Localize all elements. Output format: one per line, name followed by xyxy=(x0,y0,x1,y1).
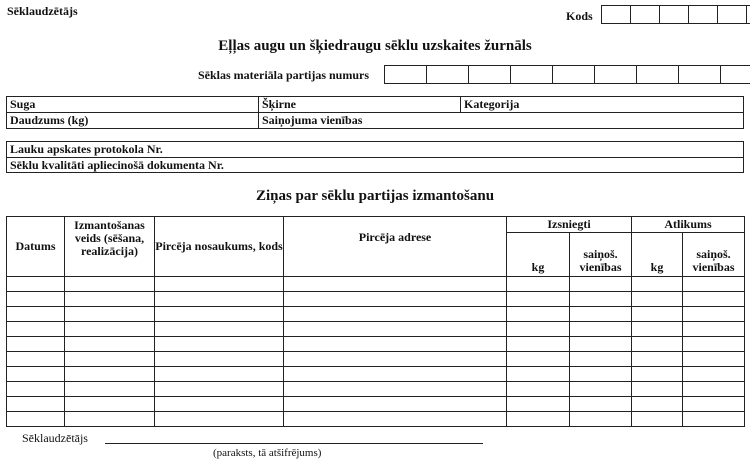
signature-caption: (paraksts, tā atšifrējums) xyxy=(213,447,322,459)
field-inspection-label: Lauku apskates protokola Nr. xyxy=(10,142,163,156)
issued-column-header: Izsniegti xyxy=(507,217,632,233)
category-label: Kategorija xyxy=(464,97,520,111)
table-row xyxy=(7,412,745,427)
species-label: Suga xyxy=(10,97,36,111)
batch-box[interactable] xyxy=(427,66,469,83)
batch-box[interactable] xyxy=(637,66,679,83)
batch-box[interactable] xyxy=(679,66,721,83)
table-row xyxy=(7,337,745,352)
code-box[interactable] xyxy=(660,6,689,23)
table-row xyxy=(7,307,745,322)
buyer-name-column-header: Pircēja nosaukums, kods xyxy=(155,217,284,277)
quality-document-label: Sēklu kvalitāti apliecinošā dokumenta Nr. xyxy=(10,158,224,172)
batch-box[interactable] xyxy=(595,66,637,83)
code-box[interactable] xyxy=(602,6,631,23)
issued-pack-units-header: saiņoš. vienības xyxy=(570,233,632,277)
signature-label: Sēklaudzētājs xyxy=(22,431,88,445)
table-row xyxy=(7,277,745,292)
batch-box[interactable] xyxy=(469,66,511,83)
table-row xyxy=(7,352,745,367)
batch-box[interactable] xyxy=(721,66,750,83)
buyer-address-column-header: Pircēja adrese xyxy=(284,217,507,277)
table-row xyxy=(7,367,745,382)
usage-type-column-header: Izmantošanas veids (sēšana, realizācija) xyxy=(65,217,155,277)
batch-box[interactable] xyxy=(553,66,595,83)
code-box[interactable] xyxy=(718,6,747,23)
table-row xyxy=(7,382,745,397)
table-row xyxy=(7,397,745,412)
code-input[interactable] xyxy=(601,5,750,24)
remainder-column-header: Atlikums xyxy=(632,217,745,233)
seed-cleaner-label: Sēklaudzētājs xyxy=(7,4,78,18)
table-row xyxy=(7,292,745,307)
batch-box[interactable] xyxy=(385,66,427,83)
usage-table-body xyxy=(7,277,745,427)
usage-section-title: Ziņas par sēklu partijas izmantošanu xyxy=(255,188,495,204)
table-row xyxy=(7,322,745,337)
usage-table xyxy=(6,216,745,427)
issued-kg-header: kg xyxy=(507,233,570,277)
batch-number-label: Sēklas materiāla partijas numurs xyxy=(198,68,369,82)
quantity-label: Daudzums (kg) xyxy=(10,113,89,127)
code-box[interactable] xyxy=(689,6,718,23)
remainder-pack-units-header: saiņoš. vienības xyxy=(683,233,745,277)
date-column-header: Datums xyxy=(7,217,65,277)
batch-number-input[interactable] xyxy=(384,65,750,84)
remainder-kg-header: kg xyxy=(632,233,683,277)
signature-line[interactable] xyxy=(105,443,483,444)
pack-units-label: Saiņojuma vienības xyxy=(262,113,363,127)
variety-label: Šķirne xyxy=(262,97,297,111)
batch-box[interactable] xyxy=(511,66,553,83)
code-label: Kods xyxy=(566,9,593,23)
code-box[interactable] xyxy=(631,6,660,23)
journal-title: Eļļas augu un šķiedraugu sēklu uzskaites žurnāls xyxy=(218,38,532,54)
